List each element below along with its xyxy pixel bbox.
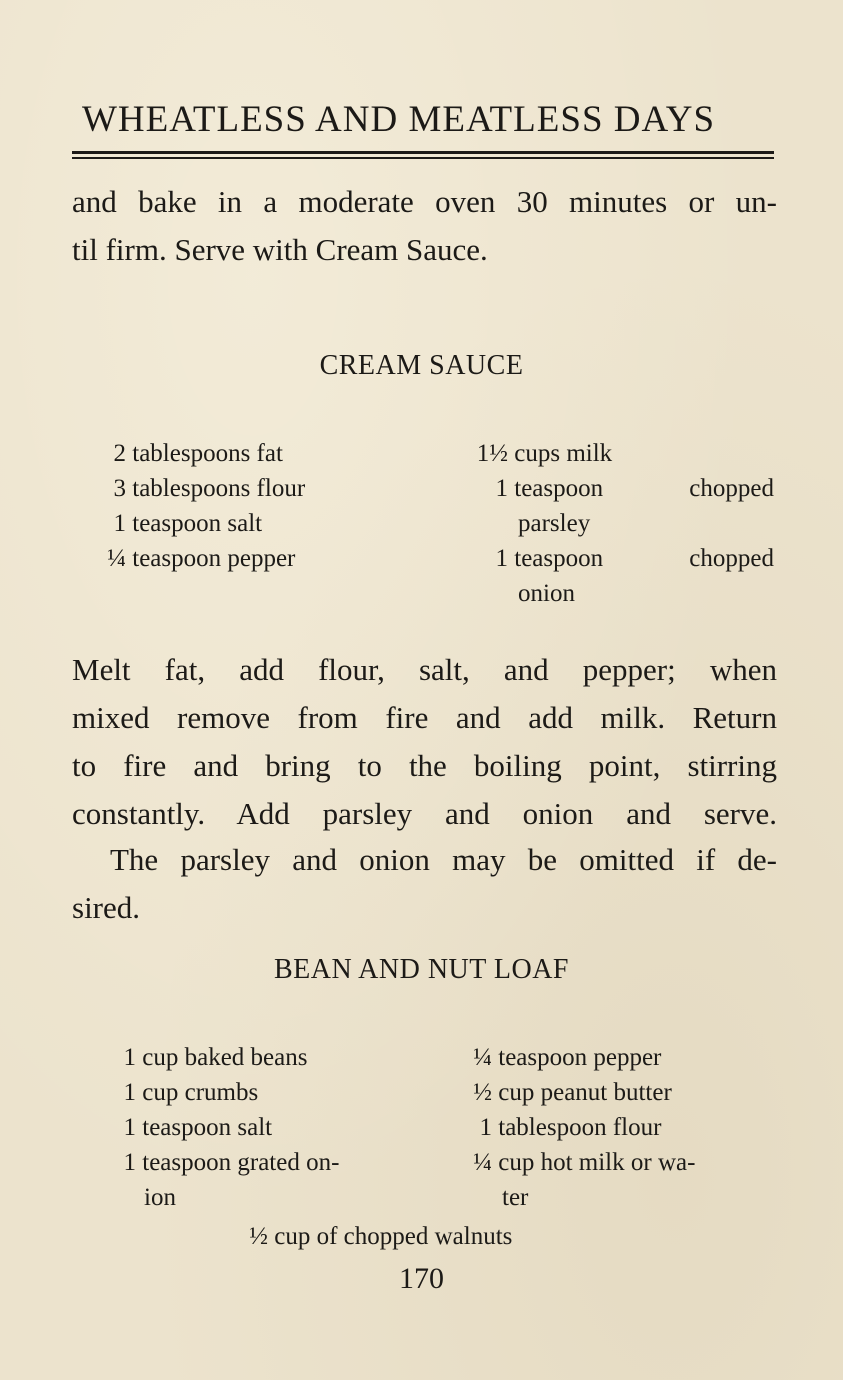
- header-rule-top: [72, 151, 774, 154]
- intro-paragraph: [72, 178, 777, 274]
- ingredient-item: ¼ cup hot milk or wa-: [473, 1149, 696, 1176]
- intro-line: and bake in a moderate oven 30 minutes or un-: [72, 184, 777, 219]
- ingredient-item: 1 teaspoon grated on-: [123, 1149, 340, 1176]
- method-line: constantly. Add parsley and onion and serve.: [72, 796, 777, 831]
- header-rule-bottom: [72, 157, 774, 159]
- ingredient-item: 1 cup baked beans: [123, 1044, 308, 1071]
- ingredient-item: ½ cup peanut butter: [473, 1079, 672, 1106]
- page-number: 170: [399, 1262, 444, 1295]
- note-paragraph: [72, 836, 777, 932]
- section-heading-bean-nut-loaf: BEAN AND NUT LOAF: [274, 954, 569, 985]
- ingredient-item: ¼ teaspoon pepper: [107, 545, 296, 572]
- ingredient-item: 1 cup crumbs: [123, 1079, 259, 1106]
- ingredient-item-continuation: ion: [144, 1184, 176, 1211]
- note-line: The parsley and onion may be omitted if de-: [110, 842, 777, 877]
- ingredient-item-continuation: onion: [518, 580, 575, 607]
- ingredient-item: ¼ teaspoon pepper: [473, 1044, 662, 1071]
- ingredient-item: 1 teaspoon salt: [123, 1114, 273, 1141]
- ingredient-item: 1 teaspoon salt: [113, 510, 263, 537]
- ingredient-item: 1 teaspoon chopped: [495, 545, 774, 572]
- ingredient-list-right: [452, 436, 774, 611]
- ingredient-item: 2 tablespoons fat: [113, 440, 283, 467]
- ingredient-item-continuation: parsley: [518, 510, 591, 537]
- ingredient-item-continuation: ter: [502, 1184, 529, 1211]
- method-line: Melt fat, add flour, salt, and pepper; when: [72, 652, 777, 687]
- loaf-ingredient-list-left: [122, 1040, 339, 1215]
- ingredient-item: 1½ cups milk: [476, 440, 613, 467]
- ingredient-item: 1 tablespoon flour: [479, 1114, 662, 1141]
- note-line: sired.: [72, 890, 141, 925]
- method-line: mixed remove from fire and add milk. Return: [72, 700, 777, 735]
- ingredient-item: 1 teaspoon chopped: [495, 475, 774, 502]
- ingredient-list-left: [100, 436, 305, 576]
- ingredient-item: 3 tablespoons flour: [113, 475, 306, 502]
- running-title: WHEATLESS AND MEATLESS DAYS: [82, 99, 716, 140]
- method-paragraph: [72, 646, 777, 838]
- method-line: to fire and bring to the boiling point, stirring: [72, 748, 777, 783]
- intro-line: til firm. Serve with Cream Sauce.: [72, 232, 488, 267]
- loaf-ingredient-final: ½ cup of chopped walnuts: [249, 1223, 513, 1250]
- loaf-ingredient-list-right: [456, 1040, 695, 1215]
- section-heading-cream-sauce: CREAM SAUCE: [319, 350, 524, 381]
